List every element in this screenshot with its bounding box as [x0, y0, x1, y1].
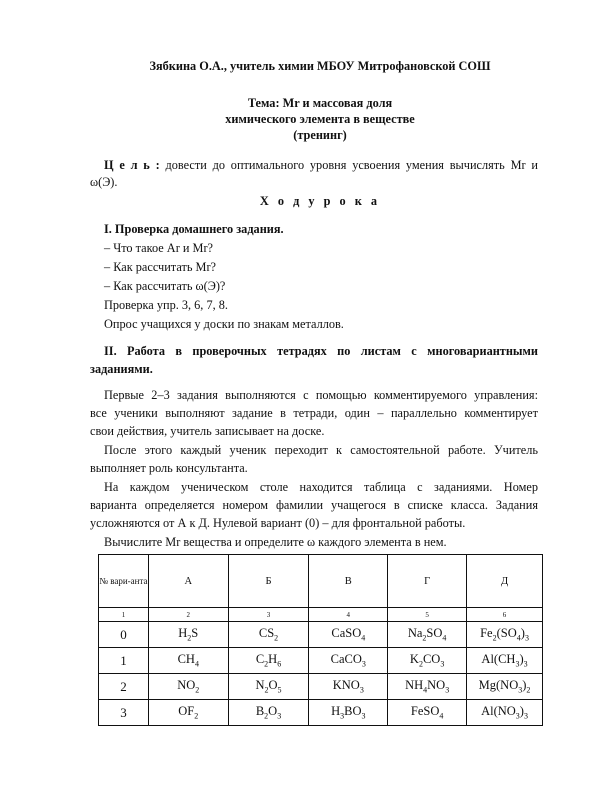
- goal-line-1: [104, 157, 538, 173]
- goal-label: Ц е л ь :: [104, 158, 160, 172]
- header-cell: Д: [467, 555, 543, 608]
- section1-item: – Как рассчитать ω(Э)?: [104, 279, 226, 293]
- formula-cell: $KNO_3$: [309, 674, 388, 700]
- formula-cell: $C_2H_6$: [228, 648, 309, 674]
- formula-cell: $Na_2SO_4$: [388, 622, 467, 648]
- author-line: Зябкина О.А., учитель химии МБОУ Митрофановской СОШ: [149, 59, 491, 73]
- header-cell: Б: [228, 555, 309, 608]
- formula-cell: $NH_4NO_3$: [388, 674, 467, 700]
- section1-item: Проверка упр. 3, 6, 7, 8.: [104, 298, 228, 312]
- topic-title-line-2: химического элемента в веществе: [225, 112, 415, 126]
- column-number-cell: 4: [309, 608, 388, 622]
- formula-cell: $H_3BO_3$: [309, 700, 388, 726]
- lesson-heading: Х о д у р о к а: [259, 194, 381, 208]
- section1-item: Опрос учащихся у доски по знакам металлов.: [104, 317, 344, 331]
- section1-item: – Как рассчитать Mr?: [104, 260, 217, 274]
- paragraph-1-line-1: Первые 2–3 задания выполняются с помощью комментируемого управления:: [104, 388, 538, 402]
- formula-cell: $NO_2$: [148, 674, 228, 700]
- paragraph-3-line-3: усложняются от А к Д. Нулевой вариант (0) – для фронтальной работы.: [90, 516, 466, 530]
- paragraph-2-line-2: выполняет роль консультанта.: [90, 461, 248, 475]
- variants-table: [98, 554, 543, 726]
- goal-line-2: ω(Э).: [90, 175, 118, 189]
- formula-cell: $Fe_2(SO_4)_3$: [467, 622, 543, 648]
- paragraph-2-line-1: После этого каждый ученик переходит к самостоятельной работе. Учитель: [104, 443, 538, 457]
- paragraph-3-line-1: На каждом ученическом столе находится таблица с заданиями. Номер: [104, 480, 538, 494]
- formula-cell: FeSO$_4$: [388, 700, 467, 726]
- table-row: [99, 700, 543, 726]
- section1-title: I. Проверка домашнего задания.: [104, 222, 284, 236]
- header-cell-number: № вари-анта: [99, 555, 149, 608]
- goal-text: довести до оптимального уровня усвоения умения вычислять Mr и: [165, 158, 538, 172]
- formula-cell: $B_2O_3$: [228, 700, 309, 726]
- column-number-cell: 6: [467, 608, 543, 622]
- column-number-cell: 2: [148, 608, 228, 622]
- header-cell: В: [309, 555, 388, 608]
- variant-number-cell: 1: [99, 648, 149, 674]
- column-number-row: [99, 608, 543, 622]
- formula-cell: $CH_4$: [148, 648, 228, 674]
- formula-cell: CaCO$_3$: [309, 648, 388, 674]
- paragraph-3-line-2: варианта определяется номером фамилии учащегося в списке класса. Задания: [90, 498, 538, 512]
- formula-cell: $Al(NO_3)_3$: [467, 700, 543, 726]
- formula-cell: $Al(CH_3)_3$: [467, 648, 543, 674]
- table-row: [99, 622, 543, 648]
- variant-number-cell: 2: [99, 674, 149, 700]
- formula-cell: CaSO$_4$: [309, 622, 388, 648]
- formula-cell: $Mg(NO_3)_2$: [467, 674, 543, 700]
- header-cell: А: [148, 555, 228, 608]
- column-number-cell: 5: [388, 608, 467, 622]
- table-row: [99, 674, 543, 700]
- header-cell: Г: [388, 555, 467, 608]
- formula-cell: $H_2S$: [148, 622, 228, 648]
- formula-cell: $OF_2$: [148, 700, 228, 726]
- formula-cell: $K_2CO_3$: [388, 648, 467, 674]
- task-instruction: Вычислите Mr вещества и определите ω каждого элемента в нем.: [104, 535, 447, 549]
- table-row: [99, 648, 543, 674]
- formula-cell: $CS_2$: [228, 622, 309, 648]
- variant-number-cell: 0: [99, 622, 149, 648]
- paragraph-1-line-3: свои действия, учитель записывает на доске.: [90, 424, 325, 438]
- paragraph-1-line-2: все ученики выполняют задание в тетради, один – параллельно комментирует: [90, 406, 538, 420]
- section2-title-line-1: II. Работа в проверочных тетрадях по листам с многовариантными: [104, 344, 538, 358]
- formula-cell: $N_2O_5$: [228, 674, 309, 700]
- column-number-cell: 1: [99, 608, 149, 622]
- variant-number-cell: 3: [99, 700, 149, 726]
- table-body: [99, 622, 543, 726]
- table-header-row: [99, 555, 543, 608]
- topic-title-line-3: (тренинг): [293, 128, 347, 142]
- section2-title-line-2: заданиями.: [90, 362, 153, 376]
- topic-title-line-1: Тема: Mr и массовая доля: [247, 96, 393, 110]
- column-number-cell: 3: [228, 608, 309, 622]
- section1-item: – Что такое Ar и Mr?: [104, 241, 214, 255]
